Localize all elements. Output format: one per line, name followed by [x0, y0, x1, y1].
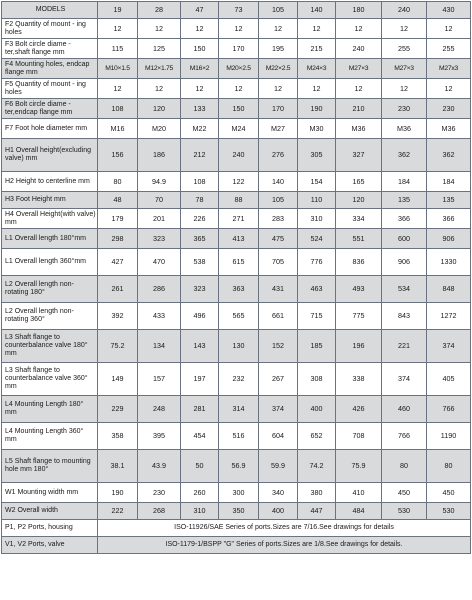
- model-header: 19: [98, 2, 138, 19]
- table-cell: 268: [138, 503, 181, 520]
- table-cell: 604: [259, 423, 298, 450]
- table-cell: 652: [298, 423, 336, 450]
- table-cell: 286: [138, 276, 181, 303]
- table-cell: 240: [219, 139, 259, 172]
- table-cell: 516: [219, 423, 259, 450]
- table-cell: 12: [382, 79, 427, 99]
- table-cell: 358: [98, 423, 138, 450]
- table-cell: M22×2.5: [259, 59, 298, 79]
- row-label: H3 Foot Height mm: [2, 192, 98, 209]
- table-cell: 179: [98, 209, 138, 229]
- table-cell: 426: [336, 396, 382, 423]
- table-cell: 122: [219, 172, 259, 192]
- table-row: [2, 192, 471, 209]
- table-cell: 1190: [427, 423, 471, 450]
- table-cell: 538: [181, 249, 219, 276]
- table-cell: 240: [336, 39, 382, 59]
- table-cell: 43.9: [138, 450, 181, 483]
- table-cell: 232: [219, 363, 259, 396]
- footer-note: ISO-11926/SAE Series of ports.Sizes are 7/16.See drawings for details: [98, 520, 471, 537]
- table-row: [2, 39, 471, 59]
- table-cell: 365: [181, 229, 219, 249]
- table-cell: 230: [382, 99, 427, 119]
- table-cell: 551: [336, 229, 382, 249]
- table-cell: 154: [298, 172, 336, 192]
- table-cell: 276: [259, 139, 298, 172]
- table-cell: 108: [181, 172, 219, 192]
- row-label: F5 Quantity of mount - ing holes: [2, 79, 98, 99]
- table-row: [2, 119, 471, 139]
- table-cell: 80: [427, 450, 471, 483]
- table-footer-row: [2, 520, 471, 537]
- table-cell: 766: [427, 396, 471, 423]
- table-cell: 150: [219, 99, 259, 119]
- table-cell: 105: [259, 192, 298, 209]
- table-cell: M20×2.5: [219, 59, 259, 79]
- row-label: L1 Overall length 180°mm: [2, 229, 98, 249]
- table-row: [2, 229, 471, 249]
- table-cell: 115: [98, 39, 138, 59]
- row-label: L4 Mounting Length 180° mm: [2, 396, 98, 423]
- table-cell: 195: [259, 39, 298, 59]
- model-header: 430: [427, 2, 471, 19]
- table-cell: 776: [298, 249, 336, 276]
- table-cell: 12: [219, 79, 259, 99]
- table-cell: 221: [382, 330, 427, 363]
- table-cell: 413: [219, 229, 259, 249]
- table-cell: 565: [219, 303, 259, 330]
- row-label: F2 Quantity of mount - ing holes: [2, 19, 98, 39]
- table-cell: 848: [427, 276, 471, 303]
- table-cell: 366: [382, 209, 427, 229]
- row-label: F3 Bolt circle diame - ter,shaft flange mm: [2, 39, 98, 59]
- table-cell: 775: [336, 303, 382, 330]
- table-cell: 708: [336, 423, 382, 450]
- table-cell: 615: [219, 249, 259, 276]
- table-cell: 133: [181, 99, 219, 119]
- table-cell: 380: [298, 483, 336, 503]
- table-cell: 906: [427, 229, 471, 249]
- table-cell: 906: [382, 249, 427, 276]
- table-cell: 400: [259, 503, 298, 520]
- table-row: [2, 503, 471, 520]
- row-label: F6 Bolt circle diame - ter,endcap flange mm: [2, 99, 98, 119]
- table-cell: 484: [336, 503, 382, 520]
- table-cell: 300: [219, 483, 259, 503]
- table-cell: 110: [298, 192, 336, 209]
- row-label: P1, P2 Ports, housing: [2, 520, 98, 537]
- table-cell: 201: [138, 209, 181, 229]
- row-label: F4 Mounting holes, endcap flange mm: [2, 59, 98, 79]
- table-row: [2, 423, 471, 450]
- model-header: 105: [259, 2, 298, 19]
- table-cell: M16×2: [181, 59, 219, 79]
- table-row: [2, 99, 471, 119]
- table-cell: 392: [98, 303, 138, 330]
- table-row: [2, 483, 471, 503]
- table-row: [2, 330, 471, 363]
- table-cell: 281: [181, 396, 219, 423]
- model-header: 140: [298, 2, 336, 19]
- table-cell: 12: [138, 79, 181, 99]
- table-row: [2, 276, 471, 303]
- table-cell: 12: [336, 79, 382, 99]
- table-cell: 186: [138, 139, 181, 172]
- table-cell: 298: [98, 229, 138, 249]
- table-cell: 120: [336, 192, 382, 209]
- table-cell: 271: [219, 209, 259, 229]
- table-cell: 323: [138, 229, 181, 249]
- row-label: F7 Foot hole diameter mm: [2, 119, 98, 139]
- table-cell: 12: [298, 19, 336, 39]
- table-cell: 463: [298, 276, 336, 303]
- table-cell: 185: [298, 330, 336, 363]
- table-cell: 493: [336, 276, 382, 303]
- table-cell: 130: [219, 330, 259, 363]
- table-cell: 261: [98, 276, 138, 303]
- table-cell: 427: [98, 249, 138, 276]
- table-cell: M16: [98, 119, 138, 139]
- table-cell: 1330: [427, 249, 471, 276]
- table-cell: 12: [427, 19, 471, 39]
- table-cell: 450: [427, 483, 471, 503]
- table-cell: 715: [298, 303, 336, 330]
- table-cell: M36: [382, 119, 427, 139]
- table-cell: 327: [336, 139, 382, 172]
- model-header: 180: [336, 2, 382, 19]
- table-cell: 150: [181, 39, 219, 59]
- table-cell: 766: [382, 423, 427, 450]
- table-cell: 305: [298, 139, 336, 172]
- table-cell: 400: [298, 396, 336, 423]
- table-cell: 12: [98, 79, 138, 99]
- row-label: L4 Mounting Length 360° mm: [2, 423, 98, 450]
- table-cell: 190: [298, 99, 336, 119]
- table-cell: M27×3: [382, 59, 427, 79]
- row-label: L2 Overall length non-rotating 180°: [2, 276, 98, 303]
- table-cell: 450: [382, 483, 427, 503]
- table-cell: 125: [138, 39, 181, 59]
- row-label: L5 Shaft flange to mounting hole mm 180°: [2, 450, 98, 483]
- table-cell: 530: [427, 503, 471, 520]
- table-cell: 226: [181, 209, 219, 229]
- table-cell: 12: [298, 79, 336, 99]
- table-cell: 120: [138, 99, 181, 119]
- table-cell: 215: [298, 39, 336, 59]
- table-cell: 152: [259, 330, 298, 363]
- table-cell: 454: [181, 423, 219, 450]
- table-cell: 323: [181, 276, 219, 303]
- table-cell: 12: [336, 19, 382, 39]
- table-cell: 338: [336, 363, 382, 396]
- table-row: [2, 209, 471, 229]
- row-label: L1 Overall length 360°mm: [2, 249, 98, 276]
- table-cell: 135: [382, 192, 427, 209]
- table-cell: 267: [259, 363, 298, 396]
- table-row: [2, 363, 471, 396]
- table-cell: 12: [181, 79, 219, 99]
- table-cell: 255: [427, 39, 471, 59]
- table-cell: 350: [219, 503, 259, 520]
- table-cell: 80: [98, 172, 138, 192]
- table-cell: 134: [138, 330, 181, 363]
- dimensions-table: [1, 1, 471, 554]
- row-label: L2 Overall length non-rotating 360°: [2, 303, 98, 330]
- table-cell: 310: [298, 209, 336, 229]
- row-label: W1 Mounting width mm: [2, 483, 98, 503]
- table-cell: 534: [382, 276, 427, 303]
- table-row: [2, 79, 471, 99]
- row-label: V1, V2 Ports, valve: [2, 537, 98, 554]
- table-cell: 12: [259, 19, 298, 39]
- table-cell: M12×1.75: [138, 59, 181, 79]
- footer-note: ISO-1179-1/BSPP "G" Series of ports.Sizes are 1/8.See drawings for details.: [98, 537, 471, 554]
- table-cell: 405: [427, 363, 471, 396]
- table-cell: 260: [181, 483, 219, 503]
- table-row: [2, 172, 471, 192]
- table-cell: 190: [98, 483, 138, 503]
- row-label: L3 Shaft flange to counterbalance valve 360° mm: [2, 363, 98, 396]
- table-cell: 170: [259, 99, 298, 119]
- table-cell: M27×3: [336, 59, 382, 79]
- table-cell: M22: [181, 119, 219, 139]
- table-cell: 366: [427, 209, 471, 229]
- table-cell: 156: [98, 139, 138, 172]
- table-cell: 374: [382, 363, 427, 396]
- table-cell: M24: [219, 119, 259, 139]
- table-cell: 230: [427, 99, 471, 119]
- row-label: W2 Overall width: [2, 503, 98, 520]
- table-cell: 140: [259, 172, 298, 192]
- table-cell: M24×3: [298, 59, 336, 79]
- table-cell: 661: [259, 303, 298, 330]
- table-row: [2, 396, 471, 423]
- table-cell: 75.2: [98, 330, 138, 363]
- table-cell: 48: [98, 192, 138, 209]
- table-cell: 94.9: [138, 172, 181, 192]
- table-cell: 184: [382, 172, 427, 192]
- table-cell: 12: [427, 79, 471, 99]
- table-cell: 197: [181, 363, 219, 396]
- table-cell: 149: [98, 363, 138, 396]
- row-label: H4 Overall Height(with valve) mm: [2, 209, 98, 229]
- header-label: MODELS: [2, 2, 98, 19]
- table-cell: M30: [298, 119, 336, 139]
- row-label: H2 Height to centerline mm: [2, 172, 98, 192]
- table-cell: 340: [259, 483, 298, 503]
- table-cell: 460: [382, 396, 427, 423]
- model-header: 73: [219, 2, 259, 19]
- table-cell: 12: [98, 19, 138, 39]
- table-cell: 836: [336, 249, 382, 276]
- table-row: [2, 450, 471, 483]
- table-cell: 475: [259, 229, 298, 249]
- table-cell: 362: [427, 139, 471, 172]
- table-cell: 143: [181, 330, 219, 363]
- table-cell: 184: [427, 172, 471, 192]
- table-cell: 600: [382, 229, 427, 249]
- table-cell: 74.2: [298, 450, 336, 483]
- table-cell: 314: [219, 396, 259, 423]
- table-cell: 334: [336, 209, 382, 229]
- table-cell: 108: [98, 99, 138, 119]
- table-cell: 447: [298, 503, 336, 520]
- table-cell: 12: [382, 19, 427, 39]
- table-cell: 80: [382, 450, 427, 483]
- table-cell: 308: [298, 363, 336, 396]
- table-cell: 705: [259, 249, 298, 276]
- table-cell: 135: [427, 192, 471, 209]
- table-cell: 59.9: [259, 450, 298, 483]
- table-cell: 12: [181, 19, 219, 39]
- table-cell: 374: [427, 330, 471, 363]
- table-cell: 395: [138, 423, 181, 450]
- table-row: [2, 59, 471, 79]
- table-cell: 433: [138, 303, 181, 330]
- table-cell: 363: [219, 276, 259, 303]
- table-cell: M27x3: [427, 59, 471, 79]
- model-header: 47: [181, 2, 219, 19]
- table-cell: M36: [336, 119, 382, 139]
- table-cell: M27: [259, 119, 298, 139]
- table-cell: 248: [138, 396, 181, 423]
- table-cell: 12: [219, 19, 259, 39]
- table-cell: 165: [336, 172, 382, 192]
- row-label: L3 Shaft flange to counterbalance valve 180° mm: [2, 330, 98, 363]
- table-cell: 222: [98, 503, 138, 520]
- table-cell: 12: [259, 79, 298, 99]
- table-cell: 230: [138, 483, 181, 503]
- table-cell: 212: [181, 139, 219, 172]
- table-cell: 524: [298, 229, 336, 249]
- table-cell: M10×1.5: [98, 59, 138, 79]
- table-cell: 75.9: [336, 450, 382, 483]
- table-cell: 88: [219, 192, 259, 209]
- table-cell: 843: [382, 303, 427, 330]
- table-cell: 12: [138, 19, 181, 39]
- table-cell: 70: [138, 192, 181, 209]
- table-cell: 374: [259, 396, 298, 423]
- table-footer-row: [2, 537, 471, 554]
- table-row: [2, 139, 471, 172]
- table-cell: 50: [181, 450, 219, 483]
- table-cell: 78: [181, 192, 219, 209]
- table-row: [2, 19, 471, 39]
- table-cell: 255: [382, 39, 427, 59]
- table-cell: 310: [181, 503, 219, 520]
- table-cell: 210: [336, 99, 382, 119]
- table-cell: 530: [382, 503, 427, 520]
- table-cell: 470: [138, 249, 181, 276]
- table-cell: M20: [138, 119, 181, 139]
- table-row: [2, 249, 471, 276]
- table-cell: 38.1: [98, 450, 138, 483]
- table-cell: 229: [98, 396, 138, 423]
- table-cell: 410: [336, 483, 382, 503]
- table-cell: M36: [427, 119, 471, 139]
- table-cell: 283: [259, 209, 298, 229]
- table-cell: 496: [181, 303, 219, 330]
- row-label: H1 Overall height(excluding valve) mm: [2, 139, 98, 172]
- table-row: [2, 303, 471, 330]
- table-cell: 196: [336, 330, 382, 363]
- model-header: 240: [382, 2, 427, 19]
- table-cell: 362: [382, 139, 427, 172]
- header-row: [2, 2, 471, 19]
- table-cell: 157: [138, 363, 181, 396]
- table-cell: 431: [259, 276, 298, 303]
- model-header: 28: [138, 2, 181, 19]
- table-cell: 170: [219, 39, 259, 59]
- table-cell: 1272: [427, 303, 471, 330]
- table-cell: 56.9: [219, 450, 259, 483]
